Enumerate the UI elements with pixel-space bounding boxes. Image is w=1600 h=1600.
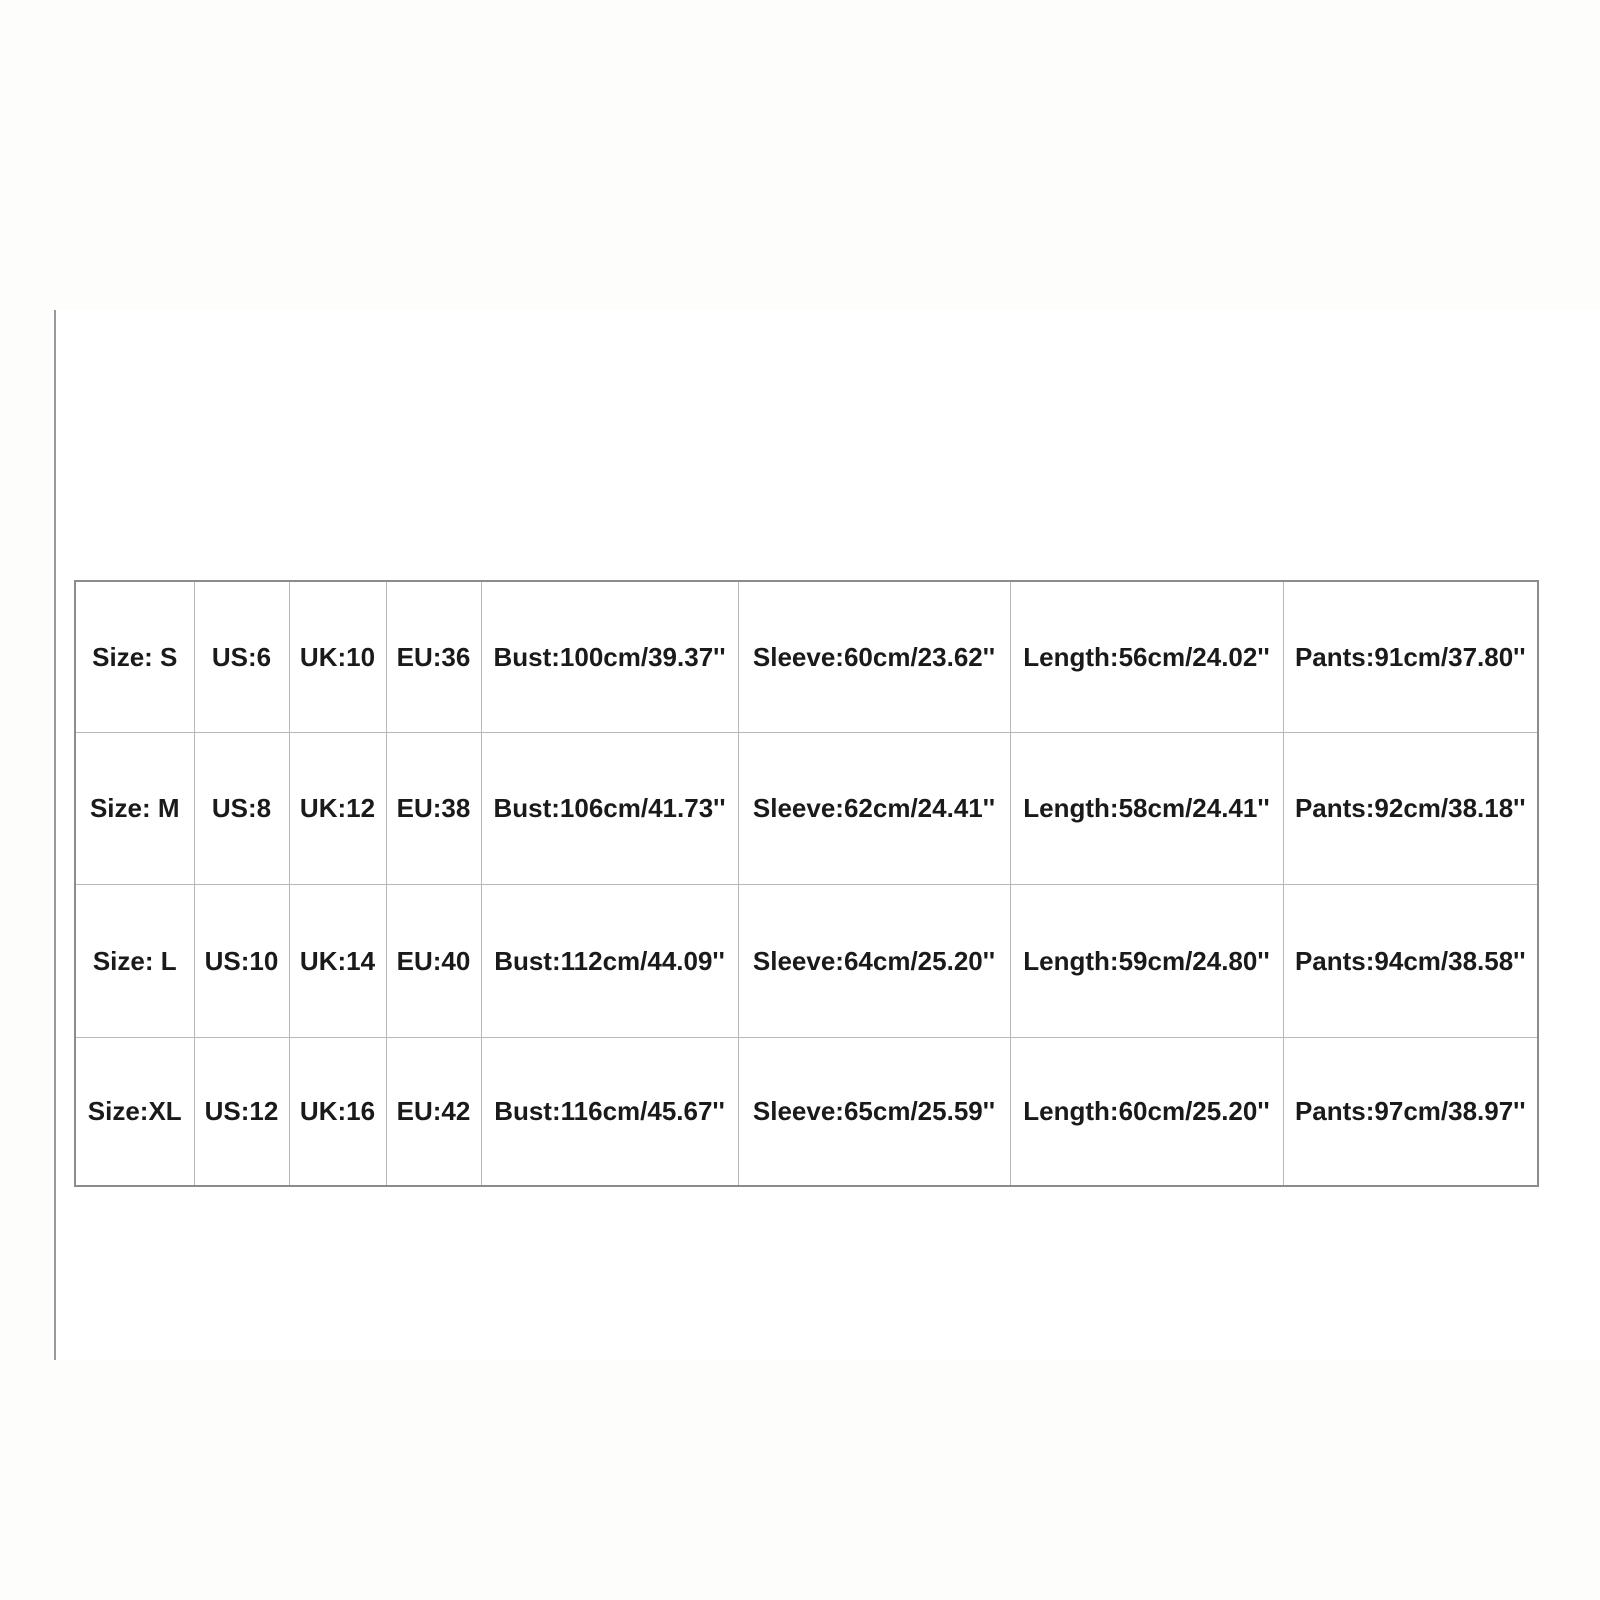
eu-size-cell: EU:38 xyxy=(386,733,481,885)
us-size-cell: US:12 xyxy=(194,1038,289,1187)
length-cell: Length:60cm/25.20'' xyxy=(1010,1038,1283,1187)
sleeve-cell: Sleeve:60cm/23.62'' xyxy=(738,581,1010,733)
length-cell: Length:58cm/24.41'' xyxy=(1010,733,1283,885)
pants-cell: Pants:97cm/38.97'' xyxy=(1283,1038,1538,1187)
length-cell: Length:59cm/24.80'' xyxy=(1010,885,1283,1038)
bust-cell: Bust:100cm/39.37'' xyxy=(481,581,738,733)
bust-cell: Bust:106cm/41.73'' xyxy=(481,733,738,885)
size-cell: Size: L xyxy=(75,885,194,1038)
size-row-s xyxy=(75,581,1538,733)
uk-size-cell: UK:16 xyxy=(289,1038,386,1187)
pants-cell: Pants:94cm/38.58'' xyxy=(1283,885,1538,1038)
eu-size-cell: EU:36 xyxy=(386,581,481,733)
size-row-m xyxy=(75,733,1538,885)
size-cell: Size: M xyxy=(75,733,194,885)
length-cell: Length:56cm/24.02'' xyxy=(1010,581,1283,733)
eu-size-cell: EU:40 xyxy=(386,885,481,1038)
pants-cell: Pants:91cm/37.80'' xyxy=(1283,581,1538,733)
size-row-l xyxy=(75,885,1538,1038)
bust-cell: Bust:112cm/44.09'' xyxy=(481,885,738,1038)
uk-size-cell: UK:14 xyxy=(289,885,386,1038)
pants-cell: Pants:92cm/38.18'' xyxy=(1283,733,1538,885)
us-size-cell: US:10 xyxy=(194,885,289,1038)
bust-cell: Bust:116cm/45.67'' xyxy=(481,1038,738,1187)
sleeve-cell: Sleeve:64cm/25.20'' xyxy=(738,885,1010,1038)
size-cell: Size: S xyxy=(75,581,194,733)
us-size-cell: US:8 xyxy=(194,733,289,885)
size-cell: Size:XL xyxy=(75,1038,194,1187)
us-size-cell: US:6 xyxy=(194,581,289,733)
size-chart-table xyxy=(74,580,1539,1187)
size-row-xl xyxy=(75,1038,1538,1187)
eu-size-cell: EU:42 xyxy=(386,1038,481,1187)
sleeve-cell: Sleeve:62cm/24.41'' xyxy=(738,733,1010,885)
sleeve-cell: Sleeve:65cm/25.59'' xyxy=(738,1038,1010,1187)
uk-size-cell: UK:12 xyxy=(289,733,386,885)
uk-size-cell: UK:10 xyxy=(289,581,386,733)
